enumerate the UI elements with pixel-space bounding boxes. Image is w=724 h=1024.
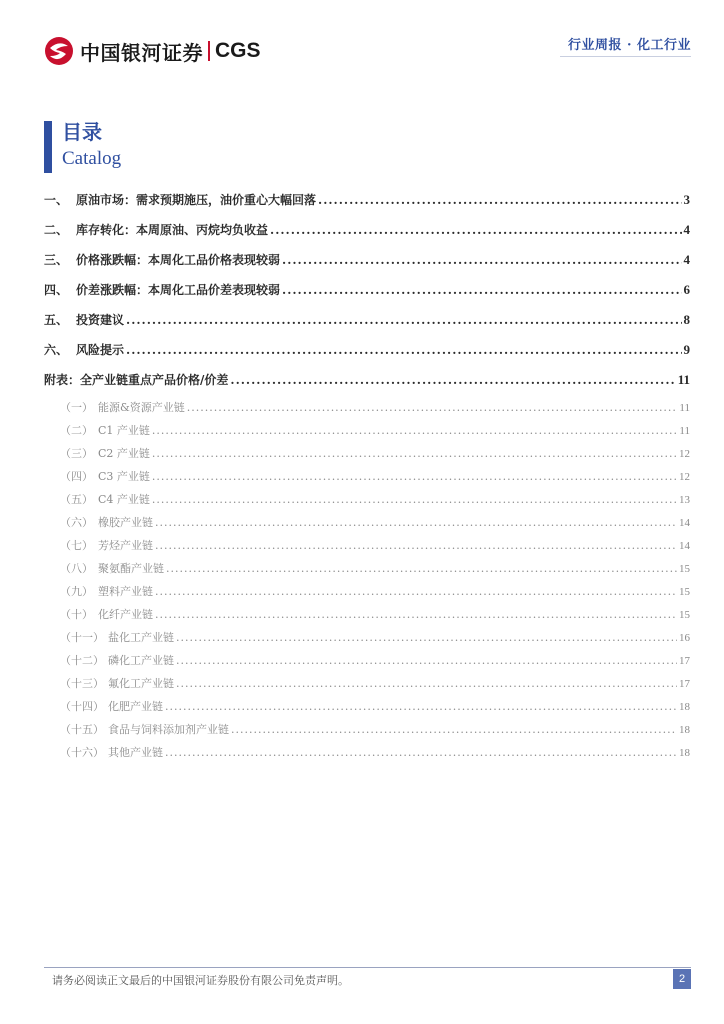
- cgs-logo-icon: [44, 36, 74, 66]
- toc-page: 8: [683, 312, 690, 327]
- toc-page: 11: [679, 402, 690, 414]
- logo-chinese-name: 中国银河证券: [80, 40, 203, 65]
- toc-number: （二）: [60, 424, 93, 437]
- toc-subentry[interactable]: [44, 420, 690, 443]
- toc-number: （十二）: [60, 654, 104, 667]
- toc-page: 14: [679, 517, 690, 529]
- toc-title: C2 产业链: [98, 447, 150, 460]
- toc-number: （六）: [60, 516, 93, 529]
- industry-name: 化工行业: [636, 38, 691, 53]
- catalog-accent-bar: [44, 121, 52, 173]
- toc-number: （五）: [60, 493, 93, 506]
- toc-title: 聚氨酯产业链: [98, 562, 164, 575]
- toc-number: （十三）: [60, 677, 104, 690]
- toc-title: 磷化工产业链: [108, 654, 174, 667]
- toc-title: 化纤产业链: [98, 608, 153, 621]
- toc-subentry[interactable]: [44, 627, 690, 650]
- toc-page: 4: [683, 222, 690, 237]
- toc-leader: [126, 337, 681, 363]
- catalog-title-en: Catalog: [62, 148, 122, 169]
- toc-leader: [282, 247, 681, 273]
- toc-page: 11: [679, 425, 690, 437]
- toc-leader: [165, 742, 677, 764]
- toc-subentry[interactable]: [44, 397, 690, 420]
- toc-number: （四）: [60, 470, 93, 483]
- logo-separator: [208, 41, 210, 61]
- toc-title: 风险提示: [76, 343, 125, 357]
- toc-page: 18: [679, 724, 690, 736]
- toc-number: 五、: [44, 313, 69, 327]
- toc-subentry[interactable]: [44, 466, 690, 489]
- toc-leader: [155, 512, 677, 534]
- toc-title: 氟化工产业链: [108, 677, 174, 690]
- company-logo: [44, 34, 261, 68]
- toc-page: 18: [679, 747, 690, 759]
- table-of-contents: [44, 187, 690, 765]
- toc-leader: [152, 489, 677, 511]
- toc-subentry[interactable]: [44, 604, 690, 627]
- toc-page: 15: [679, 586, 690, 598]
- toc-subentry[interactable]: [44, 443, 690, 466]
- toc-leader: [152, 466, 677, 488]
- toc-number: （九）: [60, 585, 93, 598]
- toc-entry[interactable]: [44, 217, 690, 247]
- toc-number: （一）: [60, 401, 93, 414]
- toc-subentry[interactable]: [44, 719, 690, 742]
- toc-number: （八）: [60, 562, 93, 575]
- toc-title: 塑料产业链: [98, 585, 153, 598]
- header-rule: [560, 56, 691, 57]
- toc-entry[interactable]: [44, 187, 690, 217]
- toc-number: （十六）: [60, 746, 104, 759]
- toc-leader: [126, 307, 681, 333]
- toc-page: 9: [683, 342, 690, 357]
- toc-leader: [155, 535, 677, 557]
- toc-leader: [230, 367, 675, 393]
- toc-leader: [155, 581, 677, 603]
- toc-title: 橡胶产业链: [98, 516, 153, 529]
- toc-number: 二、: [44, 223, 69, 237]
- footer-rule: [44, 967, 691, 968]
- toc-entry[interactable]: [44, 277, 690, 307]
- toc-number: （十四）: [60, 700, 104, 713]
- toc-subentry[interactable]: [44, 742, 690, 765]
- toc-number: （十）: [60, 608, 93, 621]
- toc-subentry[interactable]: [44, 512, 690, 535]
- toc-page: 3: [683, 192, 690, 207]
- toc-title: 盐化工产业链: [108, 631, 174, 644]
- toc-leader: [152, 420, 677, 442]
- toc-page: 12: [679, 448, 690, 460]
- toc-subentry[interactable]: [44, 581, 690, 604]
- toc-subentry[interactable]: [44, 535, 690, 558]
- toc-page: 6: [683, 282, 690, 297]
- toc-subentry[interactable]: [44, 558, 690, 581]
- toc-leader: [270, 217, 681, 243]
- toc-page: 17: [679, 678, 690, 690]
- toc-entry[interactable]: [44, 337, 690, 367]
- toc-title: 库存转化：本周原油、丙烷均负收益: [76, 223, 269, 237]
- toc-number: 一、: [44, 193, 69, 207]
- toc-page: 4: [683, 252, 690, 267]
- toc-entry[interactable]: [44, 247, 690, 277]
- toc-number: （七）: [60, 539, 93, 552]
- footer-disclaimer: 请务必阅读正文最后的中国银河证券股份有限公司免责声明。: [52, 974, 349, 987]
- toc-title: 价格涨跌幅：本周化工品价格表现较弱: [76, 253, 281, 267]
- toc-leader: [176, 650, 677, 672]
- toc-page: 15: [679, 609, 690, 621]
- toc-title: 芳烃产业链: [98, 539, 153, 552]
- toc-page: 16: [679, 632, 690, 644]
- toc-title: 化肥产业链: [108, 700, 163, 713]
- toc-subentry[interactable]: [44, 696, 690, 719]
- toc-subentry[interactable]: [44, 673, 690, 696]
- logo-english-name: CGS: [215, 39, 261, 62]
- toc-leader: [176, 627, 677, 649]
- toc-title: C1 产业链: [98, 424, 150, 437]
- toc-page: 11: [677, 372, 690, 387]
- toc-title: 其他产业链: [108, 746, 163, 759]
- toc-page: 14: [679, 540, 690, 552]
- catalog-title-cn: 目录: [62, 120, 102, 144]
- toc-leader: [176, 673, 677, 695]
- toc-title: 食品与饲料添加剂产业链: [108, 723, 229, 736]
- toc-title: 能源&资源产业链: [98, 401, 185, 414]
- report-tag: [568, 34, 691, 53]
- toc-number: 三、: [44, 253, 69, 267]
- toc-leader: [318, 187, 681, 213]
- toc-page: 17: [679, 655, 690, 667]
- toc-title: C3 产业链: [98, 470, 150, 483]
- toc-leader: [282, 277, 681, 303]
- toc-leader: [187, 397, 678, 419]
- toc-page: 12: [679, 471, 690, 483]
- page-number: 2: [673, 969, 691, 989]
- toc-subentry[interactable]: [44, 489, 690, 512]
- toc-title: 投资建议: [76, 313, 125, 327]
- toc-number: 四、: [44, 283, 69, 297]
- toc-page: 13: [679, 494, 690, 506]
- toc-title: 附表：全产业链重点产品价格/价差: [44, 373, 229, 387]
- toc-title: C4 产业链: [98, 493, 150, 506]
- toc-number: （十五）: [60, 723, 104, 736]
- toc-title: 原油市场：需求预期施压，油价重心大幅回落: [76, 193, 317, 207]
- report-type: 行业周报: [567, 38, 622, 53]
- toc-number: 六、: [44, 343, 69, 357]
- toc-leader: [231, 719, 677, 741]
- toc-page: 15: [679, 563, 690, 575]
- toc-entry[interactable]: [44, 307, 690, 337]
- catalog-heading: [44, 121, 121, 173]
- toc-leader: [155, 604, 677, 626]
- separator-dot: ·: [626, 38, 632, 53]
- toc-leader: [166, 558, 677, 580]
- toc-page: 18: [679, 701, 690, 713]
- toc-subentry[interactable]: [44, 650, 690, 673]
- toc-number: （十一）: [60, 631, 104, 644]
- toc-entry[interactable]: [44, 367, 690, 397]
- toc-leader: [165, 696, 677, 718]
- toc-leader: [152, 443, 677, 465]
- toc-number: （三）: [60, 447, 93, 460]
- toc-title: 价差涨跌幅：本周化工品价差表现较弱: [76, 283, 281, 297]
